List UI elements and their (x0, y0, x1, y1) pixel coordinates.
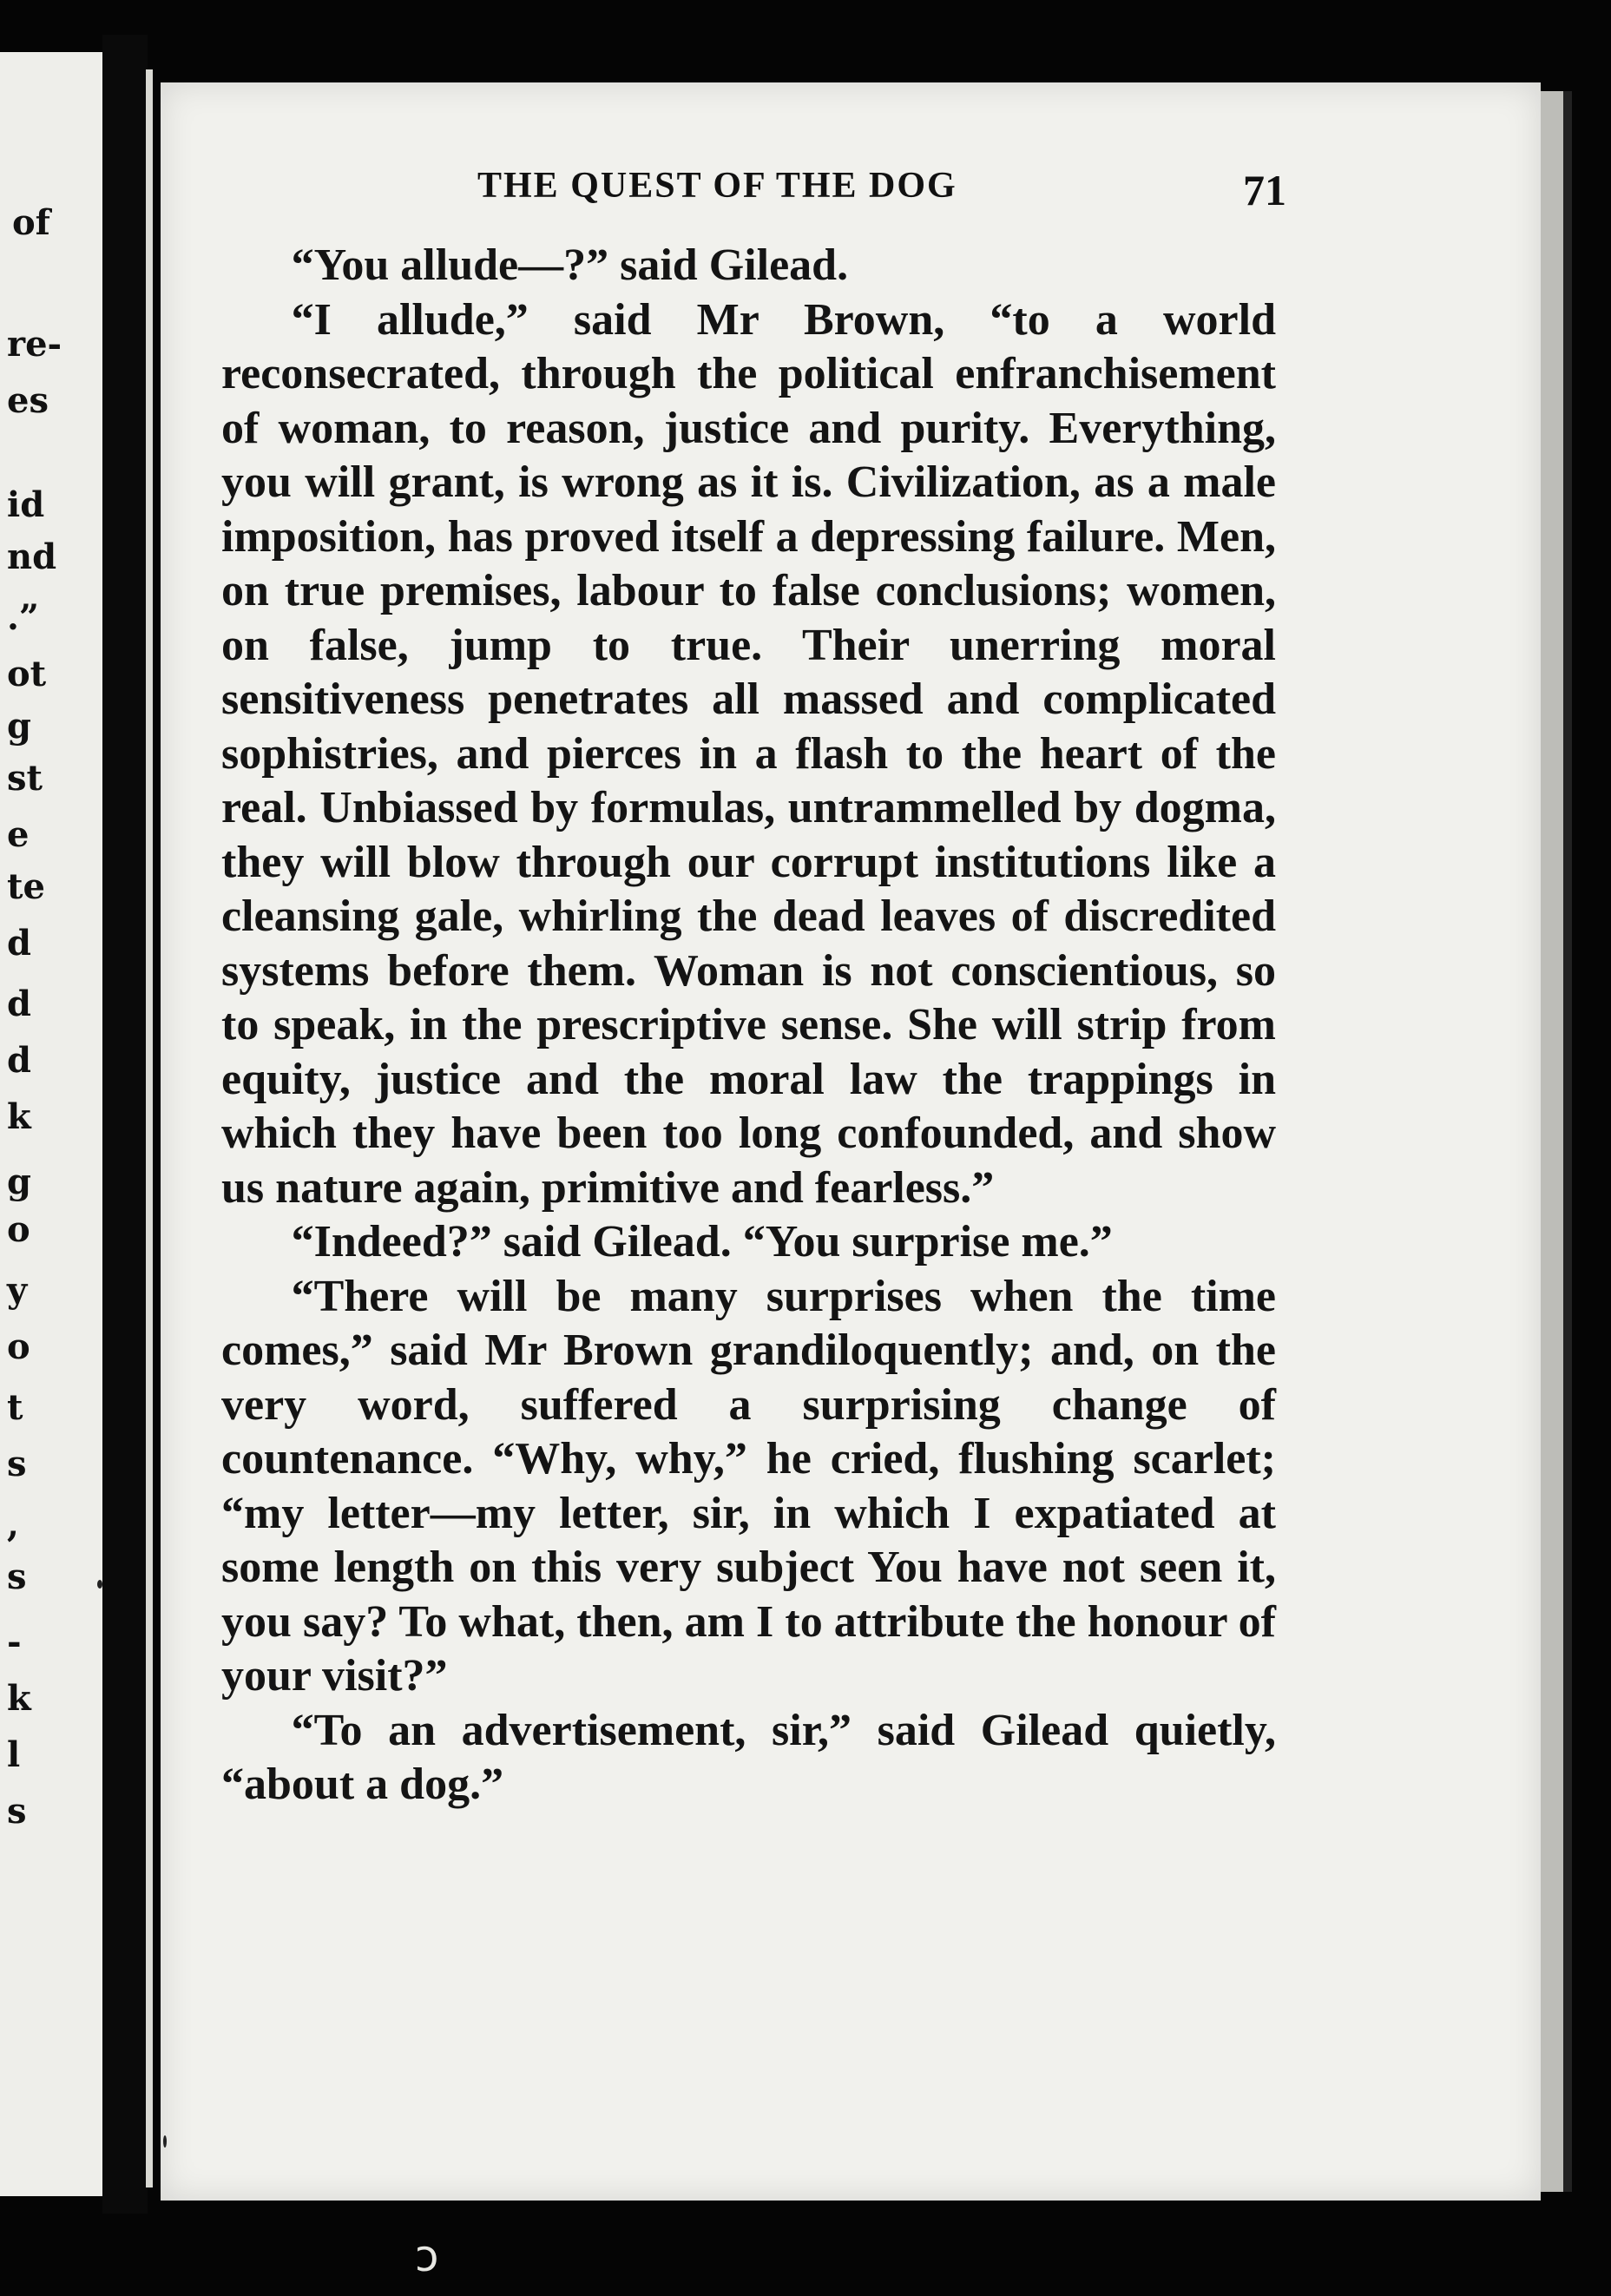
previous-page-fragment: g (7, 1161, 31, 1202)
previous-page-fragment: es (7, 380, 49, 421)
previous-page-edge (0, 52, 102, 2196)
previous-page-fragment: - (7, 1622, 22, 1662)
previous-page-fragment: s (7, 1556, 27, 1597)
previous-page-fragment: d (7, 984, 31, 1024)
ink-speck (97, 1580, 102, 1589)
previous-page-fragment: g (7, 706, 31, 747)
right-shadow (1563, 91, 1572, 2192)
previous-page-fragment: o (7, 1326, 30, 1367)
book-gutter (102, 35, 148, 2214)
page-edge-line (146, 69, 153, 2187)
right-page-edge (1541, 91, 1563, 2192)
previous-page-fragment: k (7, 1096, 31, 1137)
previous-page-fragment: ot (7, 654, 47, 694)
page-number: 71 (1243, 166, 1286, 214)
previous-page-fragment: k (7, 1678, 31, 1719)
previous-page-fragment: y (7, 1270, 28, 1311)
previous-page-fragment: re- (7, 324, 62, 365)
paragraph: “There will be many surprises when the time comes,” said Mr Brown grandiloquently; and, on the very word, suffered a surprising change of countenance. “Why, why,” he cried, flushing scarlet; “my letter—my letter, sir, in which I expatiated at some length on this very subject You have not seen it, you say? To what, then, am I to attribute the honour of your visit?” (221, 1271, 1276, 1701)
previous-page-fragment: of (12, 202, 50, 243)
previous-page-fragment: o (7, 1209, 30, 1250)
paragraph: “You allude—?” said Gilead. (291, 240, 849, 290)
previous-page-fragment: s (7, 1791, 27, 1832)
ink-speck (163, 2135, 167, 2148)
previous-page-fragment: nd (7, 536, 57, 577)
paragraph: “Indeed?” said Gilead. “You surprise me.” (291, 1217, 1113, 1266)
previous-page-fragment: .” (7, 597, 39, 638)
previous-page-fragment: d (7, 923, 31, 964)
previous-page-fragment: te (7, 866, 45, 907)
scan-artifact-mark: ᴐ (415, 2231, 439, 2281)
previous-page-fragment: e (7, 814, 30, 855)
previous-page-fragment: , (7, 1504, 19, 1545)
previous-page-fragment: d (7, 1040, 31, 1081)
previous-page-fragment: t (7, 1387, 23, 1428)
page-body (221, 239, 1276, 1812)
previous-page-fragment: l (7, 1734, 21, 1775)
previous-page-fragment: s (7, 1444, 27, 1484)
previous-page-fragment: st (7, 758, 43, 799)
paragraph: “I allude,” said Mr Brown, “to a world reconsecrated, through the political enfranchisement of woman, to reason, justice and purity. Everything, you will grant, is wrong as it is. Civilization, as a male imposition, has proved itself a depressing failure. Men, on true premises, labour to false conclusions; women, on false, jump to true. Their unerring moral sensitiveness penetrates all massed and complicated sophistries, and pierces in a flash to the heart of the real. Unbiassed by formulas, untrammelled by dogma, they will blow through our corrupt institutions like a cleansing gale, whirling the dead leaves of discredited systems before them. Woman is not conscientious, so to speak, in the prescriptive sense. She will strip from equity, justice and the moral law the trappings in which they have been too long confounded, and show us nature again, primitive and fearless.” (221, 294, 1276, 1213)
paragraph: “To an advertisement, sir,” said Gilead quietly, “about a dog.” (221, 1705, 1276, 1809)
running-head: THE QUEST OF THE DOG (477, 166, 957, 206)
previous-page-fragment: id (7, 484, 45, 525)
